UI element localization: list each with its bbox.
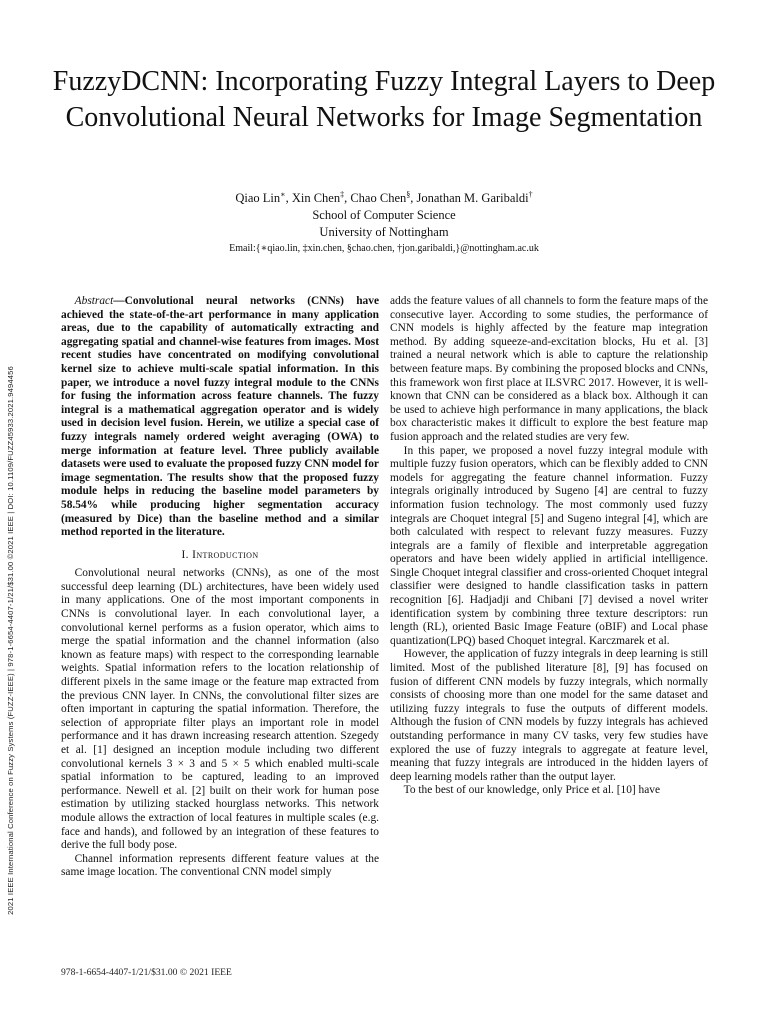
affiliation-mark: § xyxy=(406,189,411,199)
author-names: Qiao Lin∗, Xin Chen‡, Chao Chen§, Jonathan M. Garibaldi† xyxy=(235,189,533,205)
paragraph: To the best of our knowledge, only Price et al. [10] have xyxy=(403,784,661,797)
affiliation-mark: ‡ xyxy=(340,189,345,199)
affiliation-mark: ∗ xyxy=(280,189,286,199)
side-banner xyxy=(2,300,18,980)
author-name: Xin Chen xyxy=(291,191,341,205)
page-footer: 978-1-6654-4407-1/21/$31.00 © 2021 IEEE xyxy=(61,967,232,978)
affiliation-mark: † xyxy=(528,189,533,199)
author-email: Email:{∗qiao.lin, ‡xin.chen, §chao.chen, †jon.garibaldi,}@nottingham.ac.uk xyxy=(229,243,539,254)
right-column xyxy=(390,295,708,798)
paragraph: adds the feature values of all channels to form the feature maps of the consecutive layer. According to some studies, the performance of CNN models is highly affected by the feature map integration method. By adding squeeze-and-excitation blocks, Hu et al. [3] trained a neural network which is able to capture the relationship between feature maps. By combining the proposed blocks and CNNs, this framework won first place at ILSVRC 2017. However, it is well-known that CNN can be considered as a black box. Although it can be used to achieve high performance in many applications, the black box characteristic makes it difficult to explore the best feature map fusion approach and the related studies are very few. xyxy=(390,295,708,443)
abstract-text: —Convolutional neural networks (CNNs) have achieved the state-of-the-art performance in many application areas, due to the capability of automatically extracting and aggregating spatial and channel-wise features from images. Most recent studies have concentrated on modifying convolutional kernel size to achieve multi-scale spatial information. In this paper, we introduce a novel fuzzy integral module to the CNNs for fusing the information across feature channels. The fuzzy integral is a mathematical aggregation operator and is widely used in decision level fusion. Herein, we utilize a special case of fuzzy integrals namely ordered weight averaging (OWA) to merge information at feature level. Three publicly available datasets were used to evaluate the proposed fuzzy CNN model for image segmentation. The results show that the proposed fuzzy module helps in reducing the baseline model parameters by 58.54% while producing higher segmentation accuracy (measured by Dice) than the baseline method and a similar method reported in the literature. xyxy=(61,295,379,539)
section-heading-introduction: I. Introduction xyxy=(181,548,259,561)
author-school: School of Computer Science xyxy=(312,208,456,222)
author-name: Qiao Lin xyxy=(235,191,281,205)
paragraph: Channel information represents different feature values at the same image location. The conventional CNN model simply xyxy=(61,852,379,879)
side-banner-text: 2021 IEEE International Conference on Fuzzy Systems (FUZZ-IEEE) | 978-1-6654-4407-1/21/$31.00 ©2021 IEEE | DOI: 10.1109/FUZZ45933.2021.9494456 xyxy=(5,365,15,915)
paper-title: FuzzyDCNN: Incorporating Fuzzy Integral Layers to Deep Convolutional Neural Networks for Image Segmentation xyxy=(52,66,716,133)
author-university: University of Nottingham xyxy=(319,225,449,239)
author-name: Jonathan M. Garibaldi xyxy=(416,191,529,205)
paragraph: Convolutional neural networks (CNNs), as one of the most successful deep learning (DL) architectures, have been widely used in many applications. One of the most important components in CNNs is convolutional layer. In each convolutional layer, a convolutional kernel performs as a fusion operator, which aims to merge the spatial information and the channel information (also known as feature maps) with respect to the corresponding learnable weights. Spatial information refers to the location relationship of different pixels in the same image or the feature map extracted from the previous CNN layer. In CNNs, the convolutional filter sizes are often important in capturing the spatial information. Therefore, the selection of appropriate filter plays an important role in model performance and it has drawn increasing research attention. Szegedy et al. [1] designed an inception module including two different convolutional kernels 3 × 3 and 5 × 5 which enabled multi-scale spatial information to be captured, leading to an improved performance. Newell et al. [2] built on their work for human pose estimation by utilizing stacked hourglass networks. This network module allows the extraction of local features in multiple scales (e.g. face and hands), and followed by an integration of these features to derive the full body pose. xyxy=(61,567,379,852)
left-column xyxy=(61,295,379,880)
abstract-label: Abstract xyxy=(74,295,114,307)
author-name: Chao Chen xyxy=(350,191,407,205)
author-block xyxy=(48,190,720,258)
paragraph: In this paper, we proposed a novel fuzzy integral module with multiple fuzzy fusion operators, which can be flexibly added to CNN models for aggregating the feature channel information. Fuzzy integrals originally introduced by Sugeno [4] are central to fuzzy information fusion technology. The most commonly used fuzzy integrals are Choquet integral [5] and Sugeno integral [4], which are both calculated with respect to relevant fuzzy measures. Fuzzy integrals are a family of flexible and interpretable aggregation operators and have been widely applied in artificial intelligence. Single Choquet integral classifier and cross-oriented Choquet integral classifier were designed to handle classification tasks in pattern recognition [6]. Hadjadji and Chibani [7] devised a novel writer identification system by combining three texture descriptors: run length (RL), oriented Basic Image Feature (oBIF) and Local phase quantization(LPQ) based Choquet integral. Karczmarek et al. xyxy=(390,444,708,647)
abstract xyxy=(61,295,379,540)
paragraph: However, the application of fuzzy integrals in deep learning is still limited. Most of the published literature [8], [9] has focused on fusion of different CNN models by fuzzy integrals, which normally consists of choosing more than one model for the same dataset and utilizing fuzzy integrals to fuse the outputs of different models. Although the fusion of CNN models by fuzzy integrals has achieved outstanding performance in many CV tasks, very few studies have explored the use of fuzzy integrals to aggregate at feature level, meaning that fuzzy integrals are introduced in the hidden layers of deep learning models rather than the output layer. xyxy=(390,648,708,783)
